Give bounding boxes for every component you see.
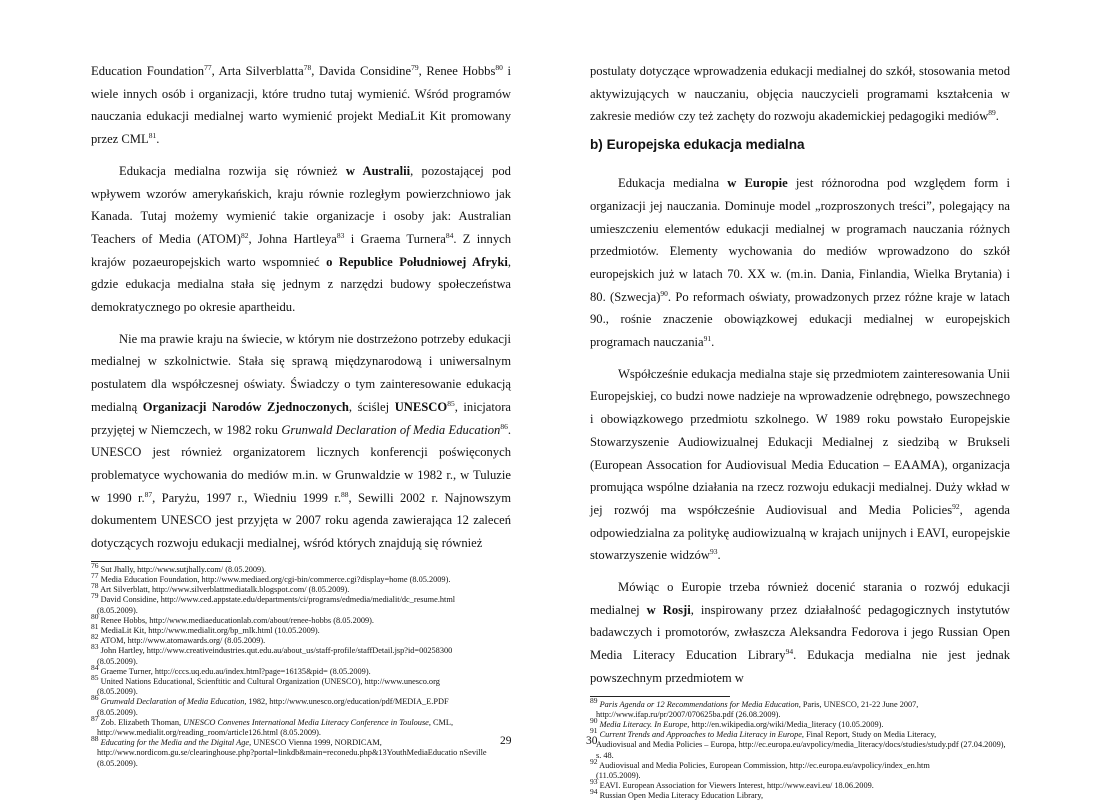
footnote-number: 94 <box>590 787 598 797</box>
footnote <box>91 612 511 626</box>
text-run: Art Silverblatt, http://www.silverblattmediatalk.blogspot.com/ (8.05.2009). <box>98 585 350 595</box>
footnote-ref: 86 <box>500 421 508 431</box>
text-run: . <box>717 548 721 563</box>
text-run: United Nations Educational, Scienftitic and Cultural Organization (UNESCO), http://www.unesco.org <box>98 677 440 686</box>
footnote-ref: 91 <box>703 333 712 343</box>
footnote-continuation: (8.05.2009). <box>97 687 138 697</box>
footnote-ref: 83 <box>336 230 345 240</box>
text-run: , ściślej <box>348 399 395 414</box>
footnote <box>91 561 511 575</box>
text-run: Zob. Elizabeth Thoman, <box>98 717 184 727</box>
footnote-number: 83 <box>91 642 99 652</box>
left-page <box>0 0 550 778</box>
right-body <box>590 60 1010 690</box>
left-paragraph-2 <box>91 160 511 319</box>
bold-run: w Australii <box>345 163 411 178</box>
page-number: 29 <box>500 735 512 747</box>
footnote <box>590 787 1010 801</box>
text-run: , pozostającej pod wpływem wzorów amerykańskich, kraju równie rozległym powierzchniowo jak Kanada. Tutaj możemy wymienić takie organizacje i osoby jak: Australian Teachers of Media (ATOM) <box>91 163 511 246</box>
footnote-ref: 87 <box>144 489 153 499</box>
section-heading: b) Europejska edukacja medialna <box>590 137 805 153</box>
footnote-ref: 84 <box>445 230 454 240</box>
footnote-continuation: (8.05.2009). <box>97 605 138 615</box>
footnote-ref: 79 <box>411 62 419 72</box>
footnote <box>590 777 1010 791</box>
footnote <box>590 695 1010 720</box>
footnote-ref: 90 <box>660 288 668 298</box>
right-column <box>590 60 1010 802</box>
footnote <box>91 622 511 636</box>
bold-run: UNESCO <box>394 399 448 414</box>
text-run: Współcześnie edukacja medialna staje się przedmiotem zainteresowania Unii Europejskiej, co budzi nowe nadzieje na wprowadzenie odrębnego, powszechnego i obowiązkowego przedmiotu szkolnego. W 1989 roku powstało Europejskie Stowarzyszenie Audiowizualnej Edukacji Medialnej z siedzibą w Brukseli (European Assocation for Audiovisual Media Education – EAAMA), organizacja promująca wspólne działania na rzecz rozwoju edukacji medialnej. Duży wkład w jej rozwój ma współcześnie Audiovisual and Media Policies <box>590 366 1010 517</box>
italic-run: Current Trends and Approaches to Media Literacy in Europe <box>599 730 802 740</box>
text-run: i Graema Turnera <box>344 231 446 246</box>
text-run: MediaLit Kit, http://www.medialit.org/bp_mlk.html (10.05.2009). <box>98 625 320 635</box>
text-run: postulaty dotyczące wprowadzenia edukacji medialnej do szkół, stosowania metod aktywizujących w nauczaniu, objęcia nauczycieli programami kształcenia w zakresie mediów czy też zachęty do rozwoju akademickiej pedagogiki mediów <box>590 64 1010 124</box>
footnote-number: 90 <box>590 716 598 726</box>
text-run: Nie ma prawie kraju na świecie, w którym nie dostrzeżono potrzeby edukacji medialnej w szkolnictwie. Stała się sprawą międzynarodową i uniwersalnym postulatem dla współczesnej oświaty. Świadczy o tym zainteresowanie edukacją medialną <box>91 331 511 414</box>
page-number: 30 <box>586 735 598 747</box>
footnote-number: 78 <box>91 581 99 591</box>
footnote-number: 89 <box>590 695 598 705</box>
italic-run: Grunwald Declaration of Media Education <box>281 422 501 437</box>
footnote-ref: 92 <box>952 501 960 511</box>
footnote <box>590 716 1010 730</box>
footnote-number: 80 <box>91 612 99 622</box>
text-run: , UNESCO Vienna 1999, NORDICAM, <box>249 738 382 748</box>
footnote-number: 92 <box>590 757 598 767</box>
text-run: , agenda odpowiedzialna za politykę audiowizualną w krajach unijnych i EAVI, europejskie stowarzyszenie widzów <box>590 502 1010 563</box>
text-run: . UNESCO jest również organizatorem licznych konferencji poświęconych problematyce wychowania do mediów m.in. w Grunwaldzie w 1982 r., w Tuluzie w 1990 r. <box>91 422 511 505</box>
text-run: . <box>711 335 715 350</box>
footnote <box>91 571 511 585</box>
bold-run: w Rosji <box>646 602 691 617</box>
footnote-continuation: (8.05.2009). <box>97 656 138 666</box>
text-run: John Hartley, http://www.creativeindustries.qut.edu.au/about_us/staff-profile/staffDetail.jsp?id=00258300 <box>98 646 453 656</box>
text-run: Edukacja medialna <box>618 176 728 191</box>
left-body <box>91 60 511 555</box>
right-paragraph-1 <box>590 60 1010 128</box>
footnote-ref: 93 <box>709 547 718 557</box>
text-run: . Po reformach oświaty, prowadzonych przez różne kraje w latach 90., rośnie znaczenie obowiązkowej edukacji medialnej w europejskich programach nauczania <box>590 289 1010 350</box>
italic-run: Paris Agenda or 12 Recommendations for Media Education <box>599 699 799 709</box>
text-run: , Sewilli 2002 r. Najnowszym dokumentem UNESCO jest przyjęta w 2007 roku agenda zawierająca 12 zaleceń dotyczących rozwoju edukacji medialnej, wśród których znajdują się również <box>91 490 511 551</box>
text-run: Renee Hobbs, http://www.mediaeducationlab.com/about/renee-hobbs (8.05.2009). <box>98 615 374 625</box>
text-run: Education Foundation <box>91 64 205 78</box>
footnote-continuation: Audiovisual and Media Policies – Europa, http://ec.europa.eu/avpolicy/media_literacy/docs/studies/study.pdf (27.04.2009), s. 48. <box>596 740 1006 760</box>
footnote <box>91 693 511 717</box>
footnote-ref: 85 <box>447 398 455 408</box>
italic-run: Educating for the Media and the Digital Age <box>100 738 250 748</box>
footnote-number: 79 <box>91 591 99 601</box>
text-run: Mówiąc o Europie trzeba również docenić starania o rozwój edukacji medialnej <box>590 580 1010 617</box>
text-run: , Paryżu, 1997 r., Wiedniu 1999 r. <box>152 490 341 505</box>
text-run: i wiele innych osób i organizacji, które trudno tutaj wymienić. Wśród programów nauczania edukacji medialnej warto wymienić projekt MediaLit Kit promowany przez CML <box>91 64 511 147</box>
footnote-ref: 77 <box>204 62 212 72</box>
text-run: Edukacja medialna rozwija się również <box>119 163 346 178</box>
footnote-number: 81 <box>91 622 99 632</box>
footnote-separator <box>590 696 730 697</box>
footnote-continuation: (8.05.2009). <box>97 707 138 717</box>
footnote-continuation: http://www.nordicom.gu.se/clearinghouse.php?portal=linkdb&main=reconedu.php&13YouthMediaEducatio nSeville (8.05.2009). <box>97 748 487 768</box>
text-run: , inspirowany przez działalność pedagogicznych instytutów badawczych i promotorów, zwłaszcza Aleksandra Fedorova i jego Russian Open Media Literacy Education Library <box>590 602 1011 663</box>
footnote-ref: 94 <box>785 646 794 656</box>
text-run: . <box>995 109 999 124</box>
footnote-ref: 80 <box>495 62 503 72</box>
text-run: Graeme Turner, http://cccs.uq.edu.au/index.html?page=16135&pid= (8.05.2009). <box>98 666 371 676</box>
footnote <box>91 642 511 666</box>
footnote-number: 87 <box>91 714 99 724</box>
bold-run: Organizacji Narodów Zjednoczonych <box>142 399 349 414</box>
left-footnotes <box>91 561 511 769</box>
footnote <box>91 734 511 769</box>
text-run: , Final Report, Study on Media Literacy, <box>801 730 937 740</box>
bold-run: w Europie <box>727 176 788 191</box>
footnote <box>91 714 511 738</box>
footnote-number: 88 <box>91 734 99 744</box>
right-footnotes <box>590 695 1010 802</box>
text-run: Sut Jhally, http://www.sutjhally.com/ (8.05.2009). <box>98 564 267 574</box>
footnote-ref: 82 <box>240 230 249 240</box>
right-page <box>550 0 1100 801</box>
footnote <box>91 663 511 677</box>
text-run: , Renee Hobbs <box>418 64 496 78</box>
footnote <box>91 673 511 697</box>
text-run: , Davida Considine <box>311 64 412 78</box>
text-run: , Arta Silverblatta <box>211 64 304 78</box>
footnote <box>91 581 511 595</box>
text-run: jest różnorodna pod względem form i organizacji jej nauczania. Dominuje model „rozproszonych treści”, polegający na umieszczeniu elementów edukacji medialnej w programach nauczania różnych przedmiotów. Elementy wychowania do mediów wprowadzono do szkół europejskich już w latach 70. XX w. (m.in. Dania, Finlandia, Wielka Brytania) i 80. (Szwecja) <box>590 176 1010 304</box>
text-run: . Z innych krajów pozaeuropejskich warto wspomnieć <box>91 231 512 269</box>
footnote-separator <box>91 561 231 562</box>
footnote-number: 85 <box>91 673 99 683</box>
footnote <box>590 757 1010 781</box>
footnote-ref: 88 <box>340 489 349 499</box>
left-paragraph-3 <box>91 328 511 555</box>
italic-run: Media Literacy. In Europe <box>599 719 688 729</box>
text-run: . <box>156 132 160 147</box>
footnote-continuation: http://www.ifap.ru/pr/2007/070625ba.pdf (26.08.2009). <box>596 709 781 719</box>
left-column <box>91 60 511 769</box>
text-run: , 1982, http://www.unesco.org/education/pdf/MEDIA_E.PDF <box>244 697 449 707</box>
italic-run: Grunwald Declaration of Media Education <box>100 697 245 707</box>
text-run: Russian Open Media Literacy Education Library, <box>597 791 764 801</box>
left-paragraph-1 <box>91 60 511 151</box>
footnote-number: 77 <box>91 571 99 581</box>
right-paragraph-2 <box>590 172 1010 354</box>
footnote-continuation: (11.05.2009). <box>596 771 641 780</box>
text-run: , CML, <box>428 717 454 727</box>
text-run: , Paris, UNESCO, 21-22 June 2007, <box>798 699 919 709</box>
text-run: . Edukacja medialna nie jest jednak powszechnym przedmiotem w <box>590 648 1011 685</box>
text-run: , gdzie edukacja medialna stała się jednym z narzędzi budowy społeczeństwa demokratycznego po okresie apartheidu. <box>91 254 511 315</box>
footnote-ref: 78 <box>303 62 312 72</box>
text-run: Audiovisual and Media Policies, European Commission, http://ec.europa.eu/avpolicy/index_en.htm <box>597 760 930 770</box>
footnote <box>91 591 511 615</box>
footnote-ref: 81 <box>148 130 157 140</box>
text-run: David Considine, http://www.ced.appstate.edu/departments/ci/programs/edmedia/medialit/dc_resume.html <box>98 595 456 605</box>
italic-run: UNESCO Convenes International Media Literacy Conference in Toulouse <box>183 717 429 727</box>
footnote-ref: 89 <box>988 108 996 118</box>
text-run: , inicjatora przyjętej w Niemczech, w 1982 roku <box>91 399 511 437</box>
right-paragraph-4 <box>590 576 1010 690</box>
footnote-number: 93 <box>590 777 598 787</box>
footnote-continuation: http://www.medialit.org/reading_room/article126.html (8.05.2009). <box>97 728 321 738</box>
footnote <box>590 726 1010 761</box>
footnote-number: 84 <box>91 663 99 673</box>
footnote-number: 86 <box>91 693 99 703</box>
footnote-number: 91 <box>590 726 598 736</box>
footnote <box>91 632 511 646</box>
text-run: Media Education Foundation, http://www.mediaed.org/cgi-bin/commerce.cgi?display=home (8.05.2009). <box>98 574 451 584</box>
text-run: ATOM, http://www.atomawards.org/ (8.05.2009). <box>98 636 266 646</box>
text-run: EAVI. European Association for Viewers Interest, http://www.eavi.eu/ 18.06.2009. <box>597 781 874 791</box>
text-run: , Johna Hartleya <box>248 231 337 246</box>
right-paragraph-3 <box>590 363 1010 567</box>
footnote-number: 82 <box>91 632 99 642</box>
bold-run: o Republice Południowej Afryki <box>326 254 508 269</box>
text-run: , http://en.wikipedia.org/wiki/Media_literacy (10.05.2009). <box>687 719 884 729</box>
footnote-number: 76 <box>91 561 99 570</box>
